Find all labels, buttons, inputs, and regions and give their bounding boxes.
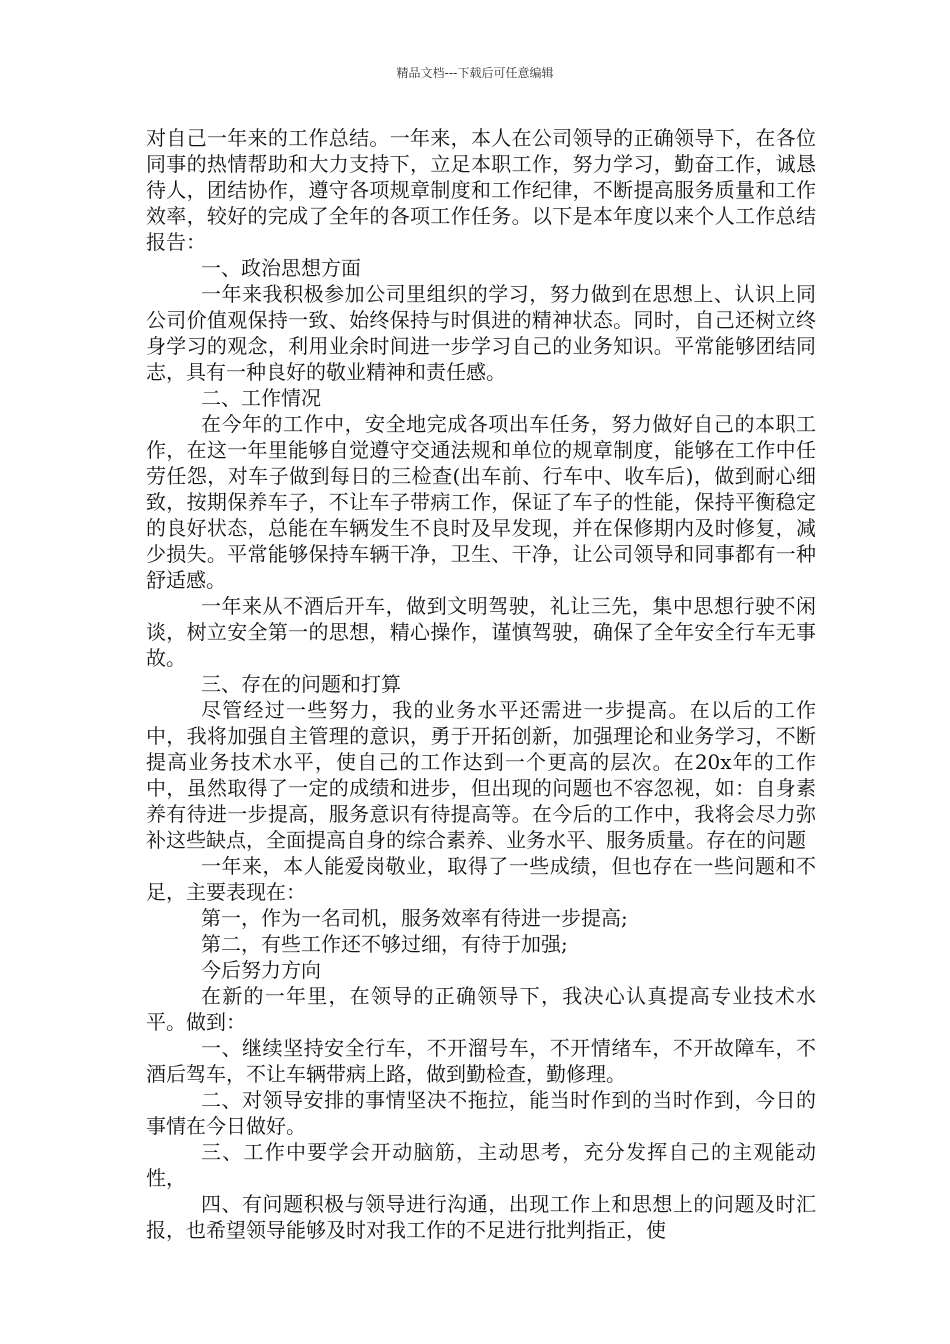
- list-item: 第一，作为一名司机，服务效率有待进一步提高;: [201, 906, 628, 930]
- list-item: 四、有问题积极与领导进行沟通，出现工作上和思想上的问题及时汇报，也希望领导能够及时对我工作的不足进行批判指正，使: [146, 1192, 816, 1242]
- paragraph: 在新的一年里，在领导的正确领导下，我决心认真提高专业技术水平。做到：: [146, 984, 816, 1034]
- list-item: 三、工作中要学会开动脑筋，主动思考，充分发挥自己的主观能动性，: [146, 1140, 816, 1190]
- document-body: [146, 125, 816, 1243]
- paragraph: 尽管经过一些努力，我的业务水平还需进一步提高。在以后的工作中，我将加强自主管理的意识，勇于开拓创新，加强理论和业务学习，不断提高业务技术水平，使自己的工作达到一个更高的层次。在20x年的工作中，虽然取得了一定的成绩和进步，但出现的问题也不容忽视，如：自身素养有待进一步提高，服务意识有待提高等。在今后的工作中，我将会尽力弥补这些缺点，全面提高自身的综合素养、业务水平、服务质量。存在的问题: [146, 698, 816, 852]
- section-heading: 一、政治思想方面: [201, 256, 361, 280]
- section-heading: 二、工作情况: [201, 386, 321, 410]
- paragraph: 一年来从不酒后开车，做到文明驾驶，礼让三先，集中思想行驶不闲谈，树立安全第一的思想，精心操作，谨慎驾驶，确保了全年安全行车无事故。: [146, 594, 816, 670]
- list-item: 第二，有些工作还不够过细，有待于加强;: [201, 932, 568, 956]
- paragraph: 一年来我积极参加公司里组织的学习，努力做到在思想上、认识上同公司价值观保持一致、始终保持与时俱进的精神状态。同时，自己还树立终身学习的观念，利用业余时间进一步学习自己的业务知识。平常能够团结同志，具有一种良好的敬业精神和责任感。: [146, 282, 816, 384]
- paragraph: 一年来，本人能爱岗敬业，取得了一些成绩，但也存在一些问题和不足，主要表现在：: [146, 854, 816, 904]
- paragraph: 对自己一年来的工作总结。一年来，本人在公司领导的正确领导下，在各位同事的热情帮助和大力支持下，立足本职工作，努力学习，勤奋工作，诚恳待人，团结协作，遵守各项规章制度和工作纪律，不断提高服务质量和工作效率，较好的完成了全年的各项工作任务。以下是本年度以来个人工作总结报告：: [146, 126, 816, 254]
- section-heading: 今后努力方向: [201, 958, 321, 982]
- page-header: 精品文档---下载后可任意编辑: [396, 66, 554, 80]
- list-item: 一、继续坚持安全行车，不开溜号车，不开情绪车，不开故障车，不酒后驾车，不让车辆带病上路，做到勤检查，勤修理。: [146, 1036, 816, 1086]
- section-heading: 三、存在的问题和打算: [201, 672, 401, 696]
- list-item: 二、对领导安排的事情坚决不拖拉，能当时作到的当时作到，今日的事情在今日做好。: [146, 1088, 816, 1138]
- paragraph: 在今年的工作中，安全地完成各项出车任务，努力做好自己的本职工作，在这一年里能够自觉遵守交通法规和单位的规章制度，能够在工作中任劳任怨，对车子做到每日的三检查(出车前、行车中、收车后)，做到耐心细致，按期保养车子，不让车子带病工作，保证了车子的性能，保持平衡稳定的良好状态，总能在车辆发生不良时及早发现，并在保修期内及时修复，减少损失。平常能够保持车辆干净，卫生、干净，让公司领导和同事都有一种舒适感。: [146, 412, 816, 592]
